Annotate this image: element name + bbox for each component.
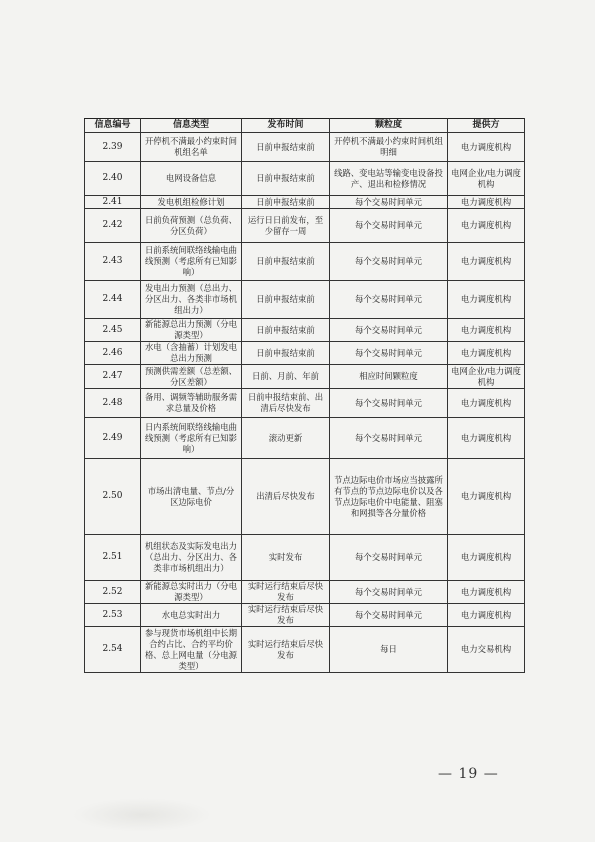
info-type-cell: 预测供需差额（总差额、分区差额）	[141, 365, 242, 389]
provider-cell: 电力调度机构	[448, 581, 525, 604]
publish-time-cell: 日前、月前、年前	[242, 365, 330, 389]
granularity-cell: 每个交易时间单元	[330, 604, 448, 627]
provider-cell: 电力调度机构	[448, 196, 525, 209]
table-row	[85, 319, 525, 342]
header-cell: 信息编号	[85, 119, 141, 133]
publish-time-cell: 日前申报结束前	[242, 281, 330, 319]
table-row	[85, 342, 525, 365]
granularity-cell: 每个交易时间单元	[330, 581, 448, 604]
info-number-cell: 2.40	[85, 162, 141, 196]
granularity-cell: 每个交易时间单元	[330, 418, 448, 459]
granularity-cell: 每个交易时间单元	[330, 535, 448, 581]
provider-cell: 电力调度机构	[448, 243, 525, 281]
granularity-cell: 开停机不满最小约束时间机组明细	[330, 133, 448, 162]
info-number-cell: 2.42	[85, 209, 141, 243]
provider-cell: 电力调度机构	[448, 281, 525, 319]
info-type-cell: 水电总实时出力	[141, 604, 242, 627]
publish-time-cell: 日前申报结束前	[242, 196, 330, 209]
publish-time-cell: 出清后尽快发布	[242, 459, 330, 535]
provider-cell: 电力调度机构	[448, 133, 525, 162]
publish-time-cell: 实时运行结束后尽快发布	[242, 581, 330, 604]
info-number-cell: 2.50	[85, 459, 141, 535]
info-type-cell: 发电机组检修计划	[141, 196, 242, 209]
publish-time-cell: 日前申报结束前	[242, 319, 330, 342]
table-row	[85, 418, 525, 459]
info-number-cell: 2.44	[85, 281, 141, 319]
granularity-cell: 节点边际电价市场应当披露所有节点的节点边际电价以及各节点边际电价中电能量、阻塞和网损等各分量价格	[330, 459, 448, 535]
info-number-cell: 2.41	[85, 196, 141, 209]
info-type-cell: 日内系统间联络线输电曲线预测（考虑所有已知影响）	[141, 418, 242, 459]
granularity-cell: 每个交易时间单元	[330, 319, 448, 342]
info-number-cell: 2.47	[85, 365, 141, 389]
provider-cell: 电力调度机构	[448, 389, 525, 418]
granularity-cell: 每个交易时间单元	[330, 243, 448, 281]
info-number-cell: 2.49	[85, 418, 141, 459]
info-type-cell: 新能源总实时出力（分电源类型）	[141, 581, 242, 604]
provider-cell: 电力调度机构	[448, 535, 525, 581]
info-type-cell: 水电（含抽蓄）计划发电总出力预测	[141, 342, 242, 365]
table-row	[85, 581, 525, 604]
info-number-cell: 2.43	[85, 243, 141, 281]
info-number-cell: 2.53	[85, 604, 141, 627]
table-row	[85, 133, 525, 162]
info-type-cell: 发电出力预测（总出力、分区出力、各类非市场机组出力）	[141, 281, 242, 319]
info-type-cell: 市场出清电量、节点/分区边际电价	[141, 459, 242, 535]
granularity-cell: 每个交易时间单元	[330, 389, 448, 418]
provider-cell: 电力调度机构	[448, 209, 525, 243]
granularity-cell: 线路、变电站等输变电设备投产、退出和检修情况	[330, 162, 448, 196]
info-type-cell: 备用、调频等辅助服务需求总量及价格	[141, 389, 242, 418]
publish-time-cell: 运行日日前发布，至少留存一周	[242, 209, 330, 243]
table-row	[85, 281, 525, 319]
header-cell: 提供方	[448, 119, 525, 133]
publish-time-cell: 实时运行结束后尽快发布	[242, 627, 330, 673]
granularity-cell: 每个交易时间单元	[330, 209, 448, 243]
info-type-cell: 开停机不满最小约束时间机组名单	[141, 133, 242, 162]
header-cell: 信息类型	[141, 119, 242, 133]
granularity-cell: 每个交易时间单元	[330, 196, 448, 209]
publish-time-cell: 实时运行结束后尽快发布	[242, 604, 330, 627]
publish-time-cell: 日前申报结束前	[242, 243, 330, 281]
info-number-cell: 2.48	[85, 389, 141, 418]
table-row	[85, 209, 525, 243]
provider-cell: 电力调度机构	[448, 459, 525, 535]
table-row	[85, 243, 525, 281]
publish-time-cell: 日前申报结束前	[242, 342, 330, 365]
scan-smudge	[72, 798, 212, 832]
table-row	[85, 459, 525, 535]
table-row	[85, 196, 525, 209]
publish-time-cell: 日前申报结束前	[242, 162, 330, 196]
info-type-cell: 电网设备信息	[141, 162, 242, 196]
info-number-cell: 2.46	[85, 342, 141, 365]
info-number-cell: 2.54	[85, 627, 141, 673]
page-number: — 19 —	[438, 766, 499, 782]
provider-cell: 电力调度机构	[448, 342, 525, 365]
granularity-cell: 相应时间颗粒度	[330, 365, 448, 389]
table-row	[85, 389, 525, 418]
table-row	[85, 535, 525, 581]
granularity-cell: 每日	[330, 627, 448, 673]
publish-time-cell: 滚动更新	[242, 418, 330, 459]
table-row	[85, 627, 525, 673]
provider-cell: 电力交易机构	[448, 627, 525, 673]
provider-cell: 电力调度机构	[448, 604, 525, 627]
info-number-cell: 2.39	[85, 133, 141, 162]
publish-time-cell: 日前申报结束前、出清后尽快发布	[242, 389, 330, 418]
table-row	[85, 604, 525, 627]
info-type-cell: 日前系统间联络线输电曲线预测（考虑所有已知影响）	[141, 243, 242, 281]
info-type-cell: 机组状态及实际发电出力（总出力、分区出力、各类非市场机组出力）	[141, 535, 242, 581]
granularity-cell: 每个交易时间单元	[330, 342, 448, 365]
provider-cell: 电力调度机构	[448, 418, 525, 459]
publish-time-cell: 实时发布	[242, 535, 330, 581]
header-cell: 发布时间	[242, 119, 330, 133]
publish-time-cell: 日前申报结束前	[242, 133, 330, 162]
info-number-cell: 2.51	[85, 535, 141, 581]
provider-cell: 电力调度机构	[448, 319, 525, 342]
table-row	[85, 162, 525, 196]
header-cell: 颗粒度	[330, 119, 448, 133]
info-type-cell: 参与现货市场机组中长期合约占比、合约平均价格、总上网电量（分电源类型）	[141, 627, 242, 673]
info-type-cell: 日前负荷预测（总负荷、分区负荷）	[141, 209, 242, 243]
table-header-row	[85, 119, 525, 133]
provider-cell: 电网企业/电力调度机构	[448, 162, 525, 196]
info-number-cell: 2.52	[85, 581, 141, 604]
provider-cell: 电网企业/电力调度机构	[448, 365, 525, 389]
granularity-cell: 每个交易时间单元	[330, 281, 448, 319]
info-disclosure-table	[84, 118, 525, 673]
info-type-cell: 新能源总出力预测（分电源类型）	[141, 319, 242, 342]
info-number-cell: 2.45	[85, 319, 141, 342]
table-row	[85, 365, 525, 389]
